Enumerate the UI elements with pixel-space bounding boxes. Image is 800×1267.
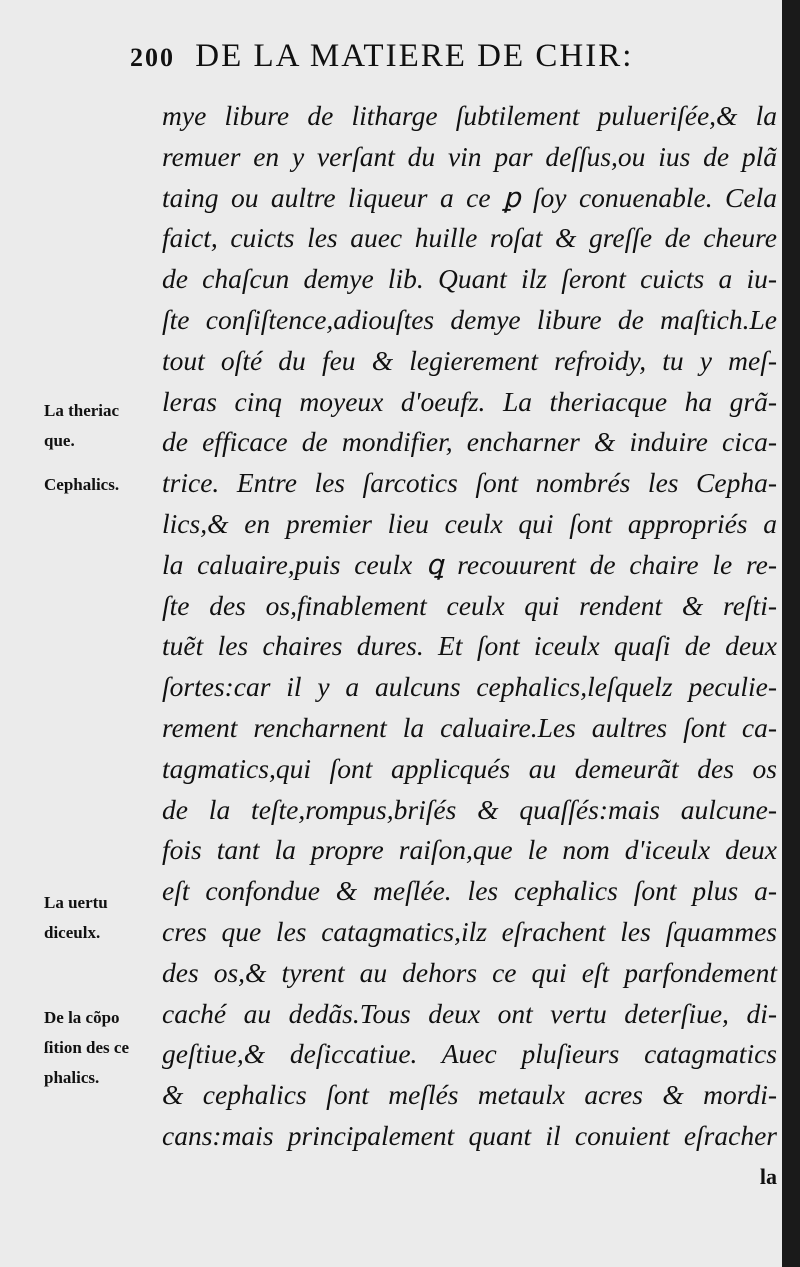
text-line: de efficace de mondifier, encharner & induire cica- bbox=[162, 426, 777, 458]
text-line: lics,& en premier lieu ceulx qui ſont appropriés a bbox=[162, 507, 777, 539]
text-line: mye libure de litharge ſubtilement pulueriſée,& la bbox=[162, 100, 777, 131]
text-line: rement rencharnent la caluaire.Les aultres ſont ca- bbox=[162, 711, 777, 743]
text-line: des os,& tyrent au dehors ce qui eſt parfondement bbox=[162, 956, 777, 988]
marginal-note-line: La theriac bbox=[44, 401, 120, 420]
marginal-note-line: phalics. bbox=[44, 1068, 100, 1087]
marginal-note-line: La uertu bbox=[44, 893, 108, 912]
text-line: cans:mais principalement quant il conuient eſracher bbox=[162, 1119, 777, 1151]
page-number: 200 bbox=[130, 43, 175, 72]
text-line: eſt confondue & meſlée. les cephalics ſont plus a- bbox=[162, 875, 777, 907]
text-line: la caluaire,puis ceulx ꝗ recouurent de chaire le re- bbox=[162, 548, 777, 580]
marginal-note-cephalics bbox=[44, 470, 160, 500]
marginal-note-line: diceulx. bbox=[44, 923, 101, 942]
book-gutter-shadow bbox=[782, 0, 800, 1267]
text-line: tout oſté du feu & legierement refroidy, tu y meſ- bbox=[162, 344, 777, 376]
text-line: ſte conſiſtence,adiouſtes demye libure de maſtich.Le bbox=[162, 303, 777, 335]
text-line: faict, cuicts les auec huille roſat & greſſe de cheure bbox=[162, 222, 777, 254]
marginal-note-composition bbox=[44, 1003, 160, 1093]
marginal-note-line: Cephalics. bbox=[44, 475, 120, 494]
text-line: ſte des os,finablement ceulx qui rendent & reſti- bbox=[162, 589, 777, 621]
text-line: de chaſcun demye lib. Quant ilz ſeront cuicts a iu- bbox=[162, 263, 777, 295]
text-line: leras cinq moyeux d'oeufz. La theriacque ha grã- bbox=[162, 385, 777, 417]
text-line: geſtiue,& deſiccatiue. Auec pluſieurs catagmatics bbox=[162, 1038, 777, 1070]
marginal-note-line: ſition des ce bbox=[44, 1038, 129, 1057]
text-line: cres que les catagmatics,ilz eſrachent les ſquammes bbox=[162, 915, 777, 947]
text-line: tagmatics,qui ſont applicqués au demeurãt des os bbox=[162, 752, 777, 784]
text-line: fois tant la propre raiſon,que le nom d'iceulx deux bbox=[162, 834, 777, 866]
catchword: la bbox=[759, 1163, 777, 1189]
text-line: remuer en y verſant du vin par deſſus,ou ius de plã bbox=[162, 140, 777, 172]
text-line: & cephalics ſont meſlés metaulx acres & mordi- bbox=[162, 1079, 777, 1111]
running-title: DE LA MATIERE DE CHIR: bbox=[195, 38, 634, 74]
text-line: ſortes:car il y a aulcuns cephalics,leſquelz peculie- bbox=[162, 671, 777, 703]
text-line: tuẽt les chaires dures. Et ſont iceulx quaſi de deux bbox=[162, 630, 777, 662]
marginal-note-line: De la cõpo bbox=[44, 1008, 120, 1027]
marginal-note-theriac bbox=[44, 396, 160, 456]
main-text-block bbox=[162, 96, 777, 1198]
text-line: taing ou aultre liqueur a ce ꝑ ſoy conuenable. Cela bbox=[162, 181, 777, 213]
text-line: trice. Entre les ſarcotics ſont nombrés les Cepha- bbox=[162, 467, 777, 499]
marginal-note-line: que. bbox=[44, 431, 75, 450]
text-line: de la teſte,rompus,briſés & quaſſés:mais aulcune- bbox=[162, 793, 777, 825]
marginal-note-vertu bbox=[44, 888, 160, 948]
running-header bbox=[130, 38, 780, 78]
text-line: caché au dedãs.Tous deux ont vertu deterſiue, di- bbox=[162, 997, 777, 1029]
